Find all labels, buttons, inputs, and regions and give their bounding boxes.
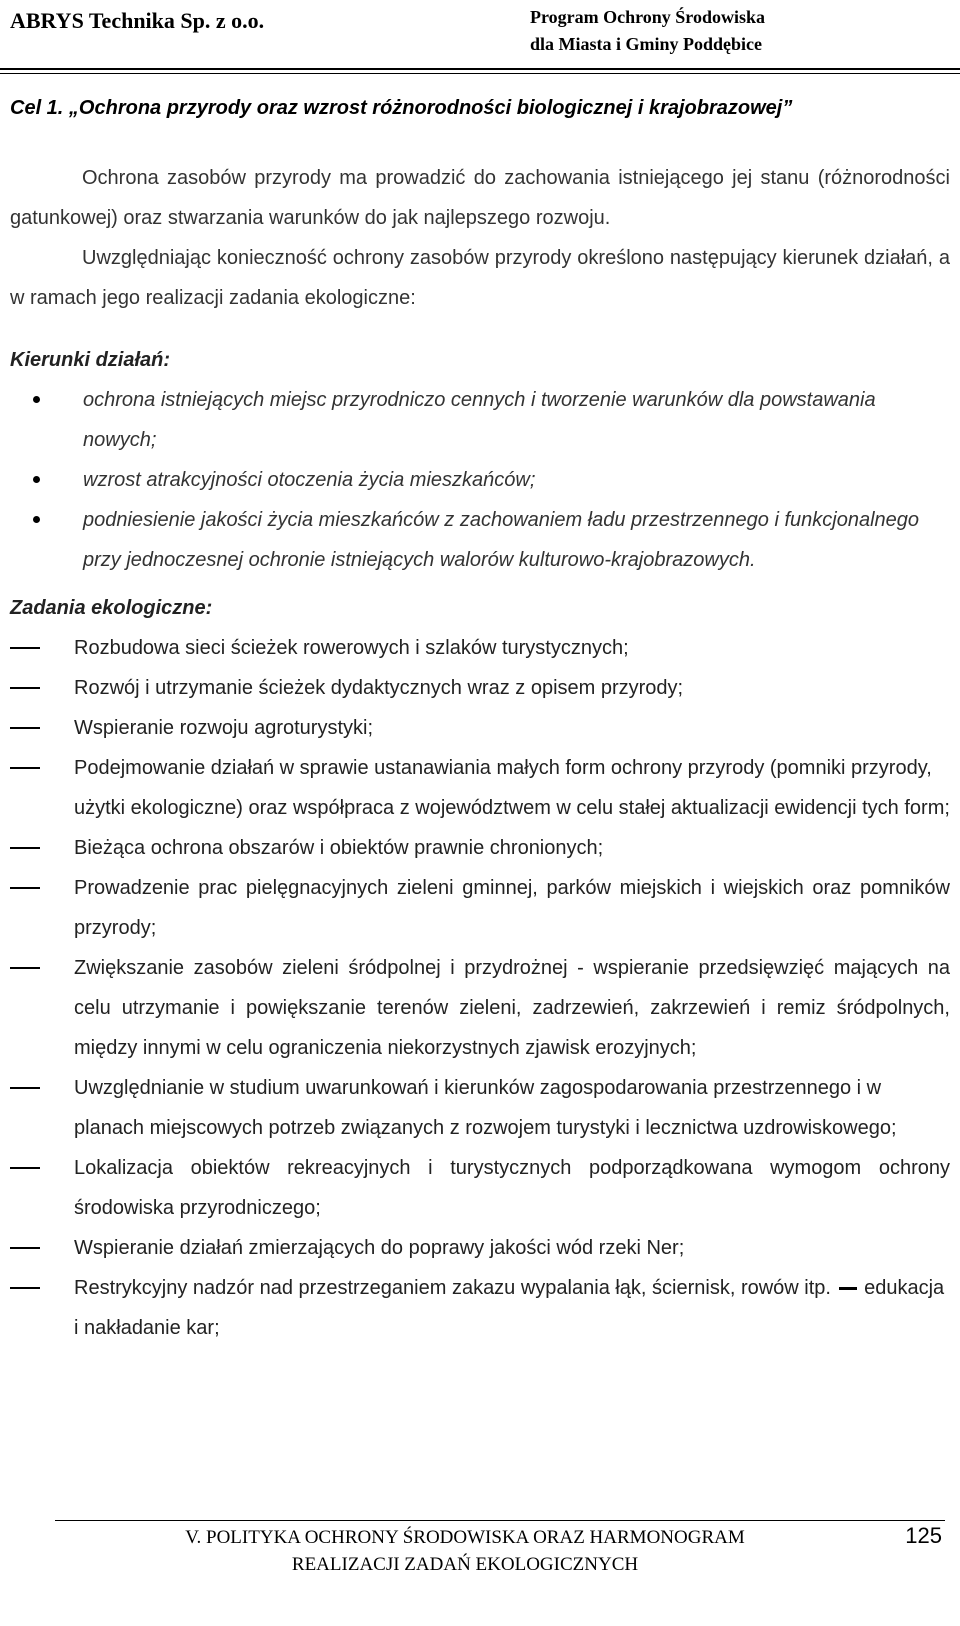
directions-heading: Kierunki działań:: [10, 349, 171, 371]
list-item: Bieżąca ochrona obszarów i obiektów prawnie chronionych;: [10, 828, 950, 868]
dash-icon: [10, 887, 40, 889]
footer-line2: REALIZACJI ZADAŃ EKOLOGICZNYCH: [291, 1554, 639, 1575]
document-title-line2: dla Miasta i Gminy Poddębice: [529, 34, 762, 54]
bullet-icon: [33, 476, 40, 483]
list-item: Prowadzenie prac pielęgnacyjnych zieleni gminnej, parków miejskich i wiejskich oraz pomników przyrody;: [10, 868, 950, 948]
footer-rule: [55, 1520, 945, 1521]
bullet-icon: [33, 516, 40, 523]
list-item: Uwzględnianie w studium uwarunkowań i kierunków zagospodarowania przestrzennego i w planach miejscowych potrzeb związanych z rozwojem turystyki i lecznictwa uzdrowiskowego;: [10, 1068, 950, 1148]
list-item: Podejmowanie działań w sprawie ustanawiania małych form ochrony przyrody (pomniki przyrody, użytki ekologiczne) oraz współpraca z województwem w celu stałej aktualizacji ewidencji tych form;: [10, 748, 950, 828]
dash-icon: [10, 727, 40, 729]
list-item: Rozwój i utrzymanie ścieżek dydaktycznych wraz z opisem przyrody;: [10, 668, 950, 708]
dash-icon: [10, 767, 40, 769]
list-item: ochrona istniejących miejsc przyrodniczo cennych i tworzenie warunków dla powstawania nowych;: [10, 380, 950, 460]
dash-icon: [10, 687, 40, 689]
list-item: Restrykcyjny nadzór nad przestrzeganiem zakazu wypalania łąk, ściernisk, rowów itp. edukacja i nakładanie kar;: [10, 1268, 950, 1348]
dash-icon: [10, 647, 40, 649]
dash-icon: [10, 847, 40, 849]
dash-icon: [10, 1167, 40, 1169]
tasks-heading: Zadania ekologiczne:: [10, 597, 213, 619]
company-name: ABRYS Technika Sp. z o.o.: [10, 8, 265, 33]
header-rule-thin: [0, 73, 960, 74]
list-item: Wspieranie działań zmierzających do poprawy jakości wód rzeki Ner;: [10, 1228, 950, 1268]
dash-icon: [10, 1087, 40, 1089]
dash-icon: [10, 967, 40, 969]
header-rule: [0, 68, 960, 70]
bullet-icon: [33, 396, 40, 403]
list-item: wzrost atrakcyjności otoczenia życia mieszkańców;: [10, 460, 950, 500]
document-title: [530, 4, 765, 58]
list-item: Zwiększanie zasobów zieleni śródpolnej i przydrożnej - wspieranie przedsięwzięć mających na celu utrzymanie i powiększanie terenów zieleni, zadrzewień, zakrzewień i remiz śródpolnych, między innymi w celu ograniczenia niekorzystnych zjawisk erozyjnych;: [10, 948, 950, 1068]
list-item: Rozbudowa sieci ścieżek rowerowych i szlaków turystycznych;: [10, 628, 950, 668]
em-dash-icon: [839, 1287, 857, 1290]
footer-line1: V. POLITYKA OCHRONY ŚRODOWISKA ORAZ HARMONOGRAM: [185, 1527, 745, 1548]
page-number: 125: [905, 1523, 942, 1548]
page-content: [10, 88, 950, 1348]
directions-list: [10, 380, 950, 580]
footer-chapter-title: [100, 1524, 830, 1578]
tasks-list: [10, 628, 950, 1348]
list-item: podniesienie jakości życia mieszkańców z zachowaniem ładu przestrzennego i funkcjonalnego przy jednoczesnej ochronie istniejących walorów kulturowo-krajobrazowych.: [10, 500, 950, 580]
dash-icon: [10, 1247, 40, 1249]
document-title-line1: Program Ochrony Środowiska: [529, 7, 765, 27]
paragraph-intro: Ochrona zasobów przyrody ma prowadzić do zachowania istniejącego jej stanu (różnorodności gatunkowej) oraz stwarzania warunków do jak najlepszego rozwoju.: [10, 167, 950, 229]
list-item: Lokalizacja obiektów rekreacyjnych i turystycznych podporządkowana wymogom ochrony środowiska przyrodniczego;: [10, 1148, 950, 1228]
goal-title: Cel 1. „Ochrona przyrody oraz wzrost różnorodności biologicznej i krajobrazowej”: [10, 97, 793, 119]
paragraph-directions: Uwzględniając konieczność ochrony zasobów przyrody określono następujący kierunek działań, a w ramach jego realizacji zadania ekologiczne:: [10, 247, 950, 309]
list-item: Wspieranie rozwoju agroturystyki;: [10, 708, 950, 748]
dash-icon: [10, 1287, 40, 1289]
